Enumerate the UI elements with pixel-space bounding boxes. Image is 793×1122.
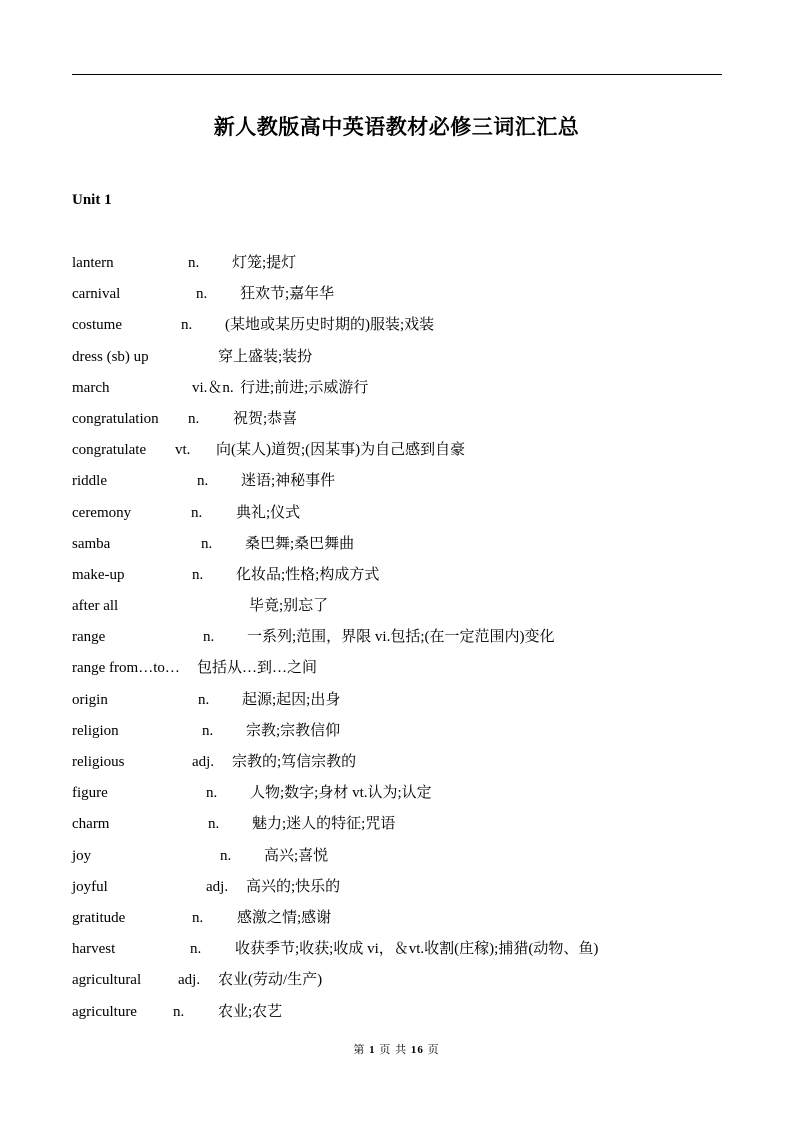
vocab-term: agricultural bbox=[72, 972, 142, 989]
vocab-meaning: 农业;农艺 bbox=[218, 1003, 283, 1020]
vocab-term: origin bbox=[72, 691, 108, 708]
unit-heading: Unit 1 bbox=[72, 192, 112, 208]
vocab-term: march bbox=[72, 379, 110, 396]
vocab-meaning: 行进;前进;示威游行 bbox=[240, 379, 369, 396]
vocab-entry bbox=[72, 627, 732, 658]
vocab-meaning: 化妆品;性格;构成方式 bbox=[236, 566, 380, 583]
vocab-pos: n. bbox=[191, 504, 203, 521]
vocab-entry bbox=[72, 596, 732, 627]
vocab-meaning: 祝贺;恭喜 bbox=[233, 410, 298, 427]
vocab-pos: adj. bbox=[178, 972, 201, 989]
vocab-meaning: 收获季节;收获;收成 vi，＆vt.收割(庄稼);捕猎(动物、鱼) bbox=[235, 941, 599, 958]
vocab-meaning: (某地或某历史时期的)服装;戏装 bbox=[225, 317, 435, 334]
vocab-pos: vt. bbox=[175, 442, 191, 459]
vocab-entry bbox=[72, 1002, 732, 1033]
vocab-entry bbox=[72, 658, 732, 689]
vocab-meaning: 典礼;仪式 bbox=[236, 504, 301, 521]
vocab-pos: n. bbox=[173, 1003, 185, 1020]
vocab-term: joy bbox=[72, 847, 92, 864]
vocab-meaning: 高兴的;快乐的 bbox=[246, 878, 341, 895]
total-pages: 16 bbox=[410, 1044, 424, 1056]
header-rule bbox=[72, 74, 722, 75]
vocab-term: religious bbox=[72, 754, 125, 770]
vocab-entry bbox=[72, 908, 732, 939]
vocab-term: carnival bbox=[72, 286, 121, 303]
vocab-term: after all bbox=[72, 598, 119, 615]
vocab-term: agriculture bbox=[72, 1003, 137, 1020]
vocab-entry bbox=[72, 440, 732, 471]
vocab-term: samba bbox=[72, 535, 111, 552]
vocab-entry bbox=[72, 503, 732, 534]
vocab-meaning: 包括从…到…之间 bbox=[197, 660, 318, 677]
vocab-pos: n. bbox=[220, 847, 232, 864]
vocab-pos: n. bbox=[198, 691, 210, 708]
vocab-entry bbox=[72, 970, 732, 1001]
vocab-meaning: 农业(劳动/生产) bbox=[218, 972, 323, 989]
vocab-pos: n. bbox=[188, 410, 200, 427]
vocab-meaning: 人物;数字;身材 vt.认为;认定 bbox=[250, 785, 432, 802]
vocab-meaning: 起源;起因;出身 bbox=[242, 691, 341, 708]
vocab-entry bbox=[72, 534, 732, 565]
vocab-term: gratitude bbox=[72, 909, 126, 926]
vocab-pos: n. bbox=[192, 566, 204, 583]
vocab-entry bbox=[72, 877, 732, 908]
vocab-term: charm bbox=[72, 816, 110, 833]
vocab-meaning: 灯笼;提灯 bbox=[232, 255, 297, 271]
vocab-entry bbox=[72, 783, 732, 814]
document-title: 新人教版高中英语教材必修三词汇汇总 bbox=[213, 115, 580, 139]
vocab-entry bbox=[72, 846, 732, 877]
vocab-meaning: 高兴;喜悦 bbox=[264, 847, 329, 864]
vocab-term: make-up bbox=[72, 566, 125, 583]
vocab-meaning: 迷语;神秘事件 bbox=[241, 473, 336, 490]
vocab-term: congratulation bbox=[72, 410, 159, 427]
vocab-pos: n. bbox=[206, 785, 218, 802]
vocab-meaning: 穿上盛装;装扮 bbox=[218, 348, 313, 365]
vocab-pos: n. bbox=[196, 286, 208, 303]
vocab-pos: adj. bbox=[192, 754, 215, 770]
vocab-pos: n. bbox=[181, 317, 193, 334]
vocab-pos: n. bbox=[201, 535, 213, 552]
vocab-entry bbox=[72, 409, 732, 440]
vocab-entry bbox=[72, 471, 732, 502]
vocab-entry bbox=[72, 284, 732, 315]
vocab-pos: vi.＆n. bbox=[192, 379, 234, 396]
vocabulary-list bbox=[72, 253, 732, 1033]
vocab-entry bbox=[72, 939, 732, 970]
vocab-pos: n. bbox=[188, 255, 200, 271]
vocab-entry bbox=[72, 378, 732, 409]
vocab-pos: n. bbox=[202, 722, 214, 739]
vocab-term: joyful bbox=[72, 878, 108, 895]
vocab-entry bbox=[72, 315, 732, 346]
vocab-entry bbox=[72, 814, 732, 845]
vocab-meaning: 狂欢节;嘉年华 bbox=[240, 286, 335, 303]
vocab-meaning: 毕竟;别忘了 bbox=[249, 598, 329, 615]
current-page-number: 1 bbox=[369, 1044, 376, 1056]
footer-suffix: 页 bbox=[427, 1044, 440, 1056]
vocab-meaning: 宗教的;笃信宗教的 bbox=[232, 754, 357, 770]
vocab-pos: n. bbox=[192, 909, 204, 926]
vocab-meaning: 一系列;范围，界限 vi.包括;(在一定范围内)变化 bbox=[247, 629, 555, 646]
vocab-term: dress (sb) up bbox=[72, 348, 149, 365]
vocab-term: riddle bbox=[72, 473, 107, 490]
vocab-pos: n. bbox=[203, 629, 215, 646]
page-footer bbox=[0, 1042, 793, 1058]
footer-prefix: 第 bbox=[353, 1044, 366, 1056]
vocab-meaning: 桑巴舞;桑巴舞曲 bbox=[245, 535, 355, 552]
vocab-entry bbox=[72, 253, 732, 284]
vocab-meaning: 感激之情;感谢 bbox=[237, 909, 332, 926]
vocab-meaning: 向(某人)道贺;(因某事)为自己感到自豪 bbox=[216, 442, 466, 459]
vocab-term: ceremony bbox=[72, 504, 132, 521]
vocab-entry bbox=[72, 565, 732, 596]
vocab-term: figure bbox=[72, 785, 108, 802]
vocab-meaning: 魅力;迷人的特征;咒语 bbox=[252, 816, 396, 833]
vocab-entry bbox=[72, 752, 732, 783]
vocab-entry bbox=[72, 690, 732, 721]
vocab-term: range bbox=[72, 629, 106, 646]
vocab-term: congratulate bbox=[72, 442, 147, 459]
vocab-meaning: 宗教;宗教信仰 bbox=[246, 722, 341, 739]
vocab-pos: n. bbox=[208, 816, 220, 833]
vocab-pos: adj. bbox=[206, 878, 229, 895]
footer-middle: 页 共 bbox=[379, 1044, 408, 1056]
vocab-entry bbox=[72, 721, 732, 752]
vocab-term: costume bbox=[72, 317, 122, 334]
vocab-term: lantern bbox=[72, 255, 114, 271]
vocab-term: range from…to… bbox=[72, 660, 180, 677]
vocab-pos: n. bbox=[197, 473, 209, 490]
vocab-entry bbox=[72, 347, 732, 378]
vocab-pos: n. bbox=[190, 941, 202, 958]
vocab-term: religion bbox=[72, 722, 119, 739]
vocab-term: harvest bbox=[72, 941, 116, 958]
